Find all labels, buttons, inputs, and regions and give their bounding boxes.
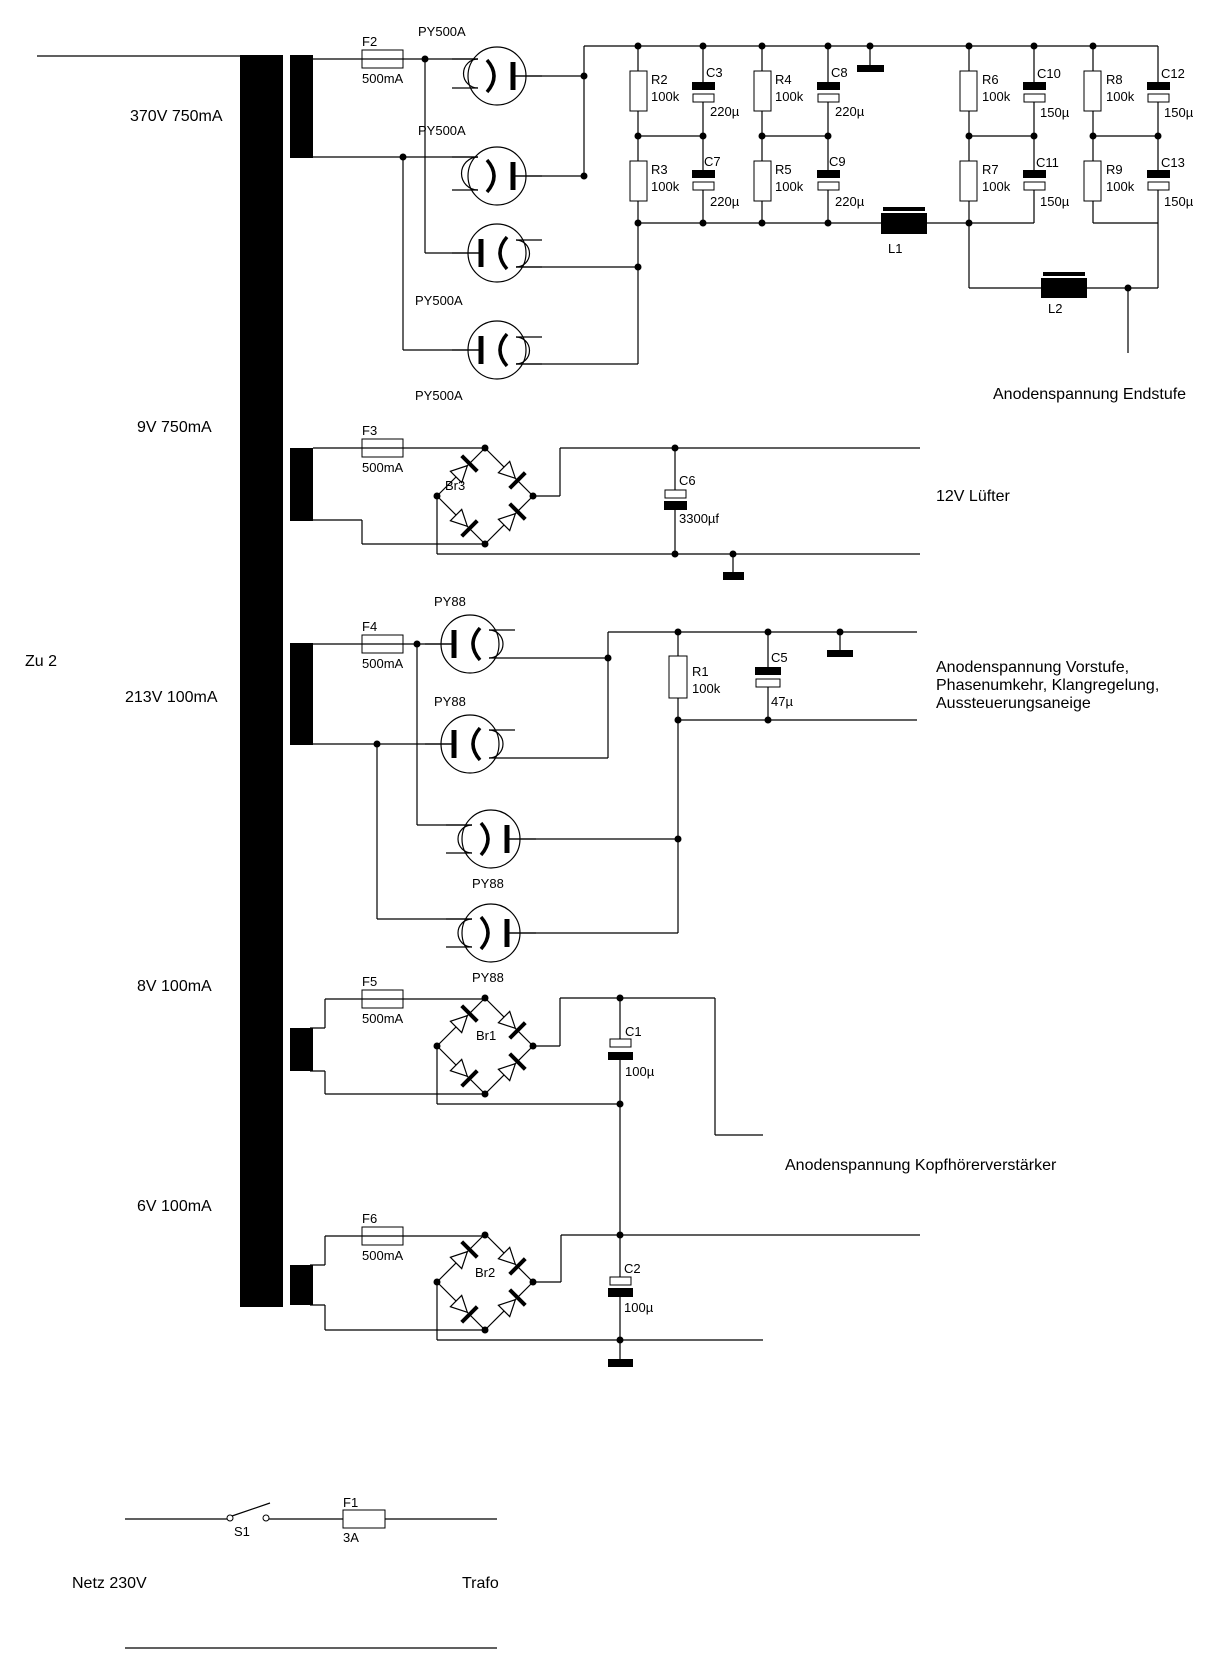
junction-dot [617, 1232, 624, 1239]
junction-dot [617, 1101, 624, 1108]
cap-c10-plate-neg [1024, 94, 1045, 102]
junction-dot [635, 220, 642, 227]
junction-dot [617, 1337, 624, 1344]
junction-dot [482, 541, 489, 548]
junction-dot [1155, 133, 1162, 140]
choke-l1-topline [883, 207, 925, 211]
ground-bar-kopfhoerer [608, 1359, 633, 1367]
junction-dot [1090, 133, 1097, 140]
choke-l2-topline [1043, 272, 1085, 276]
cap-c12-plate-pos [1147, 82, 1170, 90]
tube-4-label: PY500A [415, 388, 463, 403]
cap-c8-ref: C8 [831, 65, 848, 80]
fuse-f6-ref: F6 [362, 1211, 378, 1226]
cap-c5-value: 47µ [771, 694, 793, 709]
cap-c11-plate-neg [1024, 182, 1045, 190]
cap-c5-plate-neg [756, 679, 780, 687]
label-output-vorstufe-line3: Aussteuerungsaneige [936, 695, 1091, 712]
cap-c6-ref: C6 [679, 473, 696, 488]
junction-dot [825, 43, 832, 50]
cap-c8-plate-pos [817, 82, 840, 90]
cap-c7-plate-pos [692, 170, 715, 178]
switch-s1-contact-left [227, 1515, 233, 1521]
resistor-r9-value: 100k [1106, 179, 1135, 194]
ground-bar-endstufe [857, 65, 884, 72]
cap-c3-plate-neg [693, 94, 714, 102]
junction-dot [482, 1327, 489, 1334]
tube-py500a-1 [452, 47, 542, 105]
junction-dot [422, 56, 429, 63]
cap-c1-value: 100µ [625, 1064, 655, 1079]
junction-dot [434, 1279, 441, 1286]
choke-l1-ref: L1 [888, 241, 903, 256]
winding-6v-bar [290, 1265, 313, 1305]
fuse-f6-value: 500mA [362, 1248, 404, 1263]
wires-mains-section [125, 1503, 497, 1648]
label-winding-9v: 9V 750mA [137, 419, 212, 436]
winding-9v-bar [290, 448, 313, 521]
junction-dot [1125, 285, 1132, 292]
label-output-vorstufe-line2: Phasenumkehr, Klangregelung, [936, 677, 1160, 694]
cap-c11-value: 150µ [1040, 194, 1070, 209]
cap-c9-plate-pos [817, 170, 840, 178]
cap-c12-plate-neg [1148, 94, 1169, 102]
switch-s1-contact-right [263, 1515, 269, 1521]
junction-dot [482, 1232, 489, 1239]
junction-dot [672, 551, 679, 558]
cap-c2-plate-pos [610, 1277, 631, 1285]
junction-dot [635, 264, 642, 271]
bridge-br1-symbol [437, 998, 533, 1094]
tube-py88-2 [425, 715, 515, 773]
cap-c13-plate-pos [1147, 170, 1170, 178]
junction-dot [675, 717, 682, 724]
ground-bar-vorstufe [827, 650, 853, 657]
cap-c1-plate-pos [610, 1039, 631, 1047]
resistor-r2-ref: R2 [651, 72, 668, 87]
bridge-br1-ref: Br1 [476, 1028, 497, 1043]
junction-dot [966, 133, 973, 140]
junction-dot [759, 133, 766, 140]
fuse-f3-value: 500mA [362, 460, 404, 475]
label-winding-6v: 6V 100mA [137, 1198, 212, 1215]
resistor-r9-ref: R9 [1106, 162, 1123, 177]
resistor-r1-body [669, 656, 687, 698]
resistor-r4-ref: R4 [775, 72, 792, 87]
cap-c6-value: 3300µf [679, 511, 720, 526]
junction-dot [730, 551, 737, 558]
fuse-f5-ref: F5 [362, 974, 378, 989]
choke-l2-ref: L2 [1048, 301, 1063, 316]
fuse-f4-value: 500mA [362, 656, 404, 671]
fuse-f1-body [343, 1510, 385, 1528]
label-netz-230v: Netz 230V [72, 1575, 147, 1592]
transformer-core-bar [240, 55, 283, 1307]
tube-1-label: PY500A [418, 24, 466, 39]
junction-dot [867, 43, 874, 50]
winding-213v-bar [290, 643, 313, 745]
fuse-f3-ref: F3 [362, 423, 378, 438]
resistor-r5-body [754, 161, 771, 201]
cap-c3-plate-pos [692, 82, 715, 90]
choke-l2-body [1041, 278, 1087, 298]
cap-c6-plate-pos [665, 490, 686, 498]
cap-c12-value: 150µ [1164, 105, 1194, 120]
junction-dot [530, 1279, 537, 1286]
resistor-r6-ref: R6 [982, 72, 999, 87]
junction-dot [825, 133, 832, 140]
cap-c7-ref: C7 [704, 154, 721, 169]
resistor-r8-ref: R8 [1106, 72, 1123, 87]
cap-c2-plate-neg [608, 1288, 633, 1297]
junction-dot [675, 629, 682, 636]
junction-dot [700, 220, 707, 227]
resistor-r3-ref: R3 [651, 162, 668, 177]
cap-c11-ref: C11 [1036, 155, 1059, 170]
tube-3-label: PY500A [415, 293, 463, 308]
resistor-r7-body [960, 161, 977, 201]
label-output-vorstufe-line1: Anodenspannung Vorstufe, [936, 659, 1130, 676]
junction-dot [635, 133, 642, 140]
tube-7-label: PY88 [472, 876, 504, 891]
label-output-endstufe: Anodenspannung Endstufe [993, 386, 1187, 403]
cap-c6-plate-neg [664, 501, 687, 510]
label-zu2: Zu 2 [25, 653, 58, 670]
cap-c13-value: 150µ [1164, 194, 1194, 209]
junction-dot [675, 836, 682, 843]
bridge-br2-ref: Br2 [475, 1265, 496, 1280]
cap-c5-ref: C5 [771, 650, 788, 665]
cap-c3-ref: C3 [706, 65, 723, 80]
fuse-f4-ref: F4 [362, 619, 378, 634]
resistor-r8-value: 100k [1106, 89, 1135, 104]
tube-5-label: PY88 [434, 594, 466, 609]
resistor-r6-value: 100k [982, 89, 1011, 104]
resistor-r4-value: 100k [775, 89, 804, 104]
ground-bar-luefter [723, 572, 744, 580]
junction-dot [374, 741, 381, 748]
resistor-r9-body [1084, 161, 1101, 201]
junction-dot [700, 43, 707, 50]
junction-dot [759, 43, 766, 50]
cap-c2-value: 100µ [624, 1300, 654, 1315]
label-output-kopfhoerer: Anodenspannung Kopfhörerverstärker [785, 1157, 1057, 1174]
tube-2-label: PY500A [418, 123, 466, 138]
fuse-f1-ref: F1 [343, 1495, 359, 1510]
tube-py88-4 [446, 904, 536, 962]
junction-dot [700, 133, 707, 140]
junction-dot [400, 154, 407, 161]
junction-dot [759, 220, 766, 227]
resistor-r8-body [1084, 71, 1101, 111]
tube-py88-1 [425, 615, 515, 673]
cap-c9-plate-neg [818, 182, 839, 190]
cap-c11-plate-pos [1023, 170, 1046, 178]
junction-dot [530, 1043, 537, 1050]
junction-dot [1031, 43, 1038, 50]
label-winding-370v: 370V 750mA [130, 108, 223, 125]
resistor-r5-ref: R5 [775, 162, 792, 177]
bridge-br3-symbol [437, 448, 533, 544]
resistor-r1-value: 100k [692, 681, 721, 696]
choke-l1-body [881, 213, 927, 234]
junction-dot [414, 641, 421, 648]
wires-9v-section [313, 448, 920, 572]
junction-dot [635, 43, 642, 50]
junction-dot [825, 220, 832, 227]
junction-dot [530, 493, 537, 500]
junction-dot [765, 629, 772, 636]
cap-c13-ref: C13 [1161, 155, 1185, 170]
resistor-r7-value: 100k [982, 179, 1011, 194]
wires-213v-section [313, 632, 917, 933]
cap-c9-ref: C9 [829, 154, 846, 169]
junction-dot [581, 173, 588, 180]
cap-c13-plate-neg [1148, 182, 1169, 190]
cap-c8-plate-neg [818, 94, 839, 102]
cap-c1-plate-neg [608, 1052, 633, 1060]
label-winding-8v: 8V 100mA [137, 978, 212, 995]
resistor-r6-body [960, 71, 977, 111]
switch-s1-ref: S1 [234, 1524, 250, 1539]
junction-dot [482, 995, 489, 1002]
junction-dot [434, 493, 441, 500]
junction-dot [482, 1091, 489, 1098]
tube-py88-3 [446, 810, 536, 868]
cap-c10-value: 150µ [1040, 105, 1070, 120]
fuse-f1-value: 3A [343, 1530, 359, 1545]
cap-c1-ref: C1 [625, 1024, 642, 1039]
cap-c12-ref: C12 [1161, 66, 1185, 81]
cap-c10-plate-pos [1023, 82, 1046, 90]
junction-dot [1031, 133, 1038, 140]
cap-c3-value: 220µ [710, 104, 740, 119]
cap-c7-value: 220µ [710, 194, 740, 209]
resistor-r3-body [630, 161, 647, 201]
fuse-f5-value: 500mA [362, 1011, 404, 1026]
cap-c8-value: 220µ [835, 104, 865, 119]
label-trafo: Trafo [462, 1575, 499, 1592]
resistor-r4-body [754, 71, 771, 111]
junction-dot [765, 717, 772, 724]
resistor-r2-value: 100k [651, 89, 680, 104]
winding-370v-bar [290, 55, 313, 158]
junction-dot [966, 220, 973, 227]
label-winding-213v: 213V 100mA [125, 689, 218, 706]
junction-dot [617, 995, 624, 1002]
resistor-r7-ref: R7 [982, 162, 999, 177]
cap-c2-ref: C2 [624, 1261, 641, 1276]
junction-dot [966, 43, 973, 50]
resistor-r2-body [630, 71, 647, 111]
bridge-br3-ref: Br3 [445, 478, 466, 493]
bridge-br2-symbol [437, 1234, 533, 1330]
resistor-r3-value: 100k [651, 179, 680, 194]
cap-c7-plate-neg [693, 182, 714, 190]
label-output-luefter: 12V Lüfter [936, 488, 1010, 505]
resistor-r5-value: 100k [775, 179, 804, 194]
tube-6-label: PY88 [434, 694, 466, 709]
junction-dot [837, 629, 844, 636]
tube-py500a-4 [452, 321, 542, 379]
cap-c9-value: 220µ [835, 194, 865, 209]
junction-dot [1090, 43, 1097, 50]
resistor-r1-ref: R1 [692, 664, 709, 679]
junction-dot [672, 445, 679, 452]
fuse-f2-value: 500mA [362, 71, 404, 86]
tube-py500a-3 [452, 224, 542, 282]
tube-8-label: PY88 [472, 970, 504, 985]
junction-dot [605, 655, 612, 662]
winding-8v-bar [290, 1028, 313, 1071]
junction-dot [581, 73, 588, 80]
junction-dot [434, 1043, 441, 1050]
fuse-f2-ref: F2 [362, 34, 378, 49]
cap-c10-ref: C10 [1037, 66, 1061, 81]
tube-py500a-2 [452, 147, 542, 205]
junction-dot [482, 445, 489, 452]
cap-c5-plate-pos [755, 667, 781, 675]
